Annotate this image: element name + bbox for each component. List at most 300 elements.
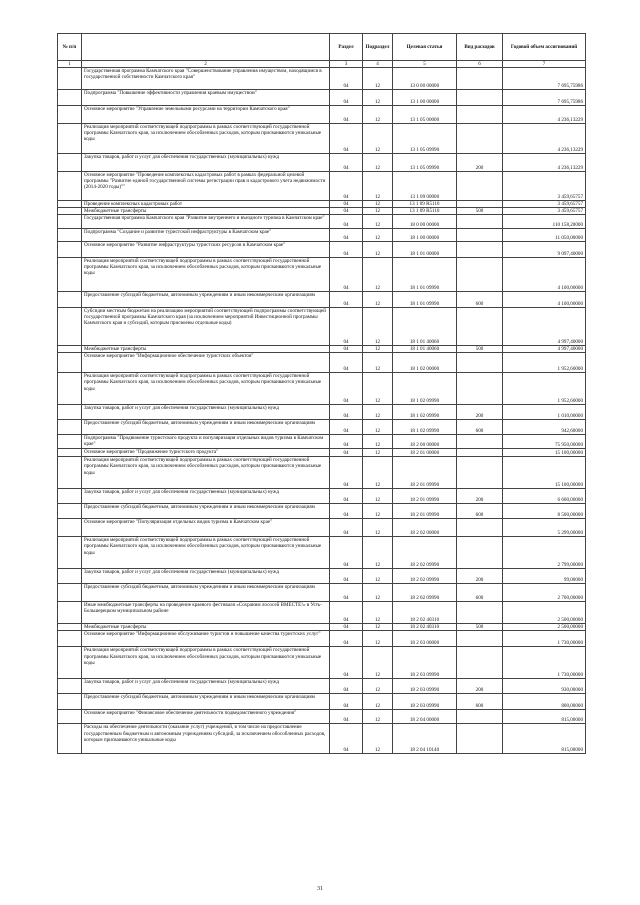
cell-subsection: 12	[363, 537, 393, 569]
table-row	[58, 154, 586, 172]
cell-subsection: 12	[363, 420, 393, 435]
table-row	[58, 724, 586, 754]
cell-target-item: 18 1 02 09990	[393, 405, 457, 420]
cell-target-item: 18 2 01 00000	[393, 449, 457, 457]
cell-section: 04	[330, 694, 363, 710]
cell-amount: 1 010,00000	[503, 405, 586, 420]
cell-amount: 7 695,75986	[503, 68, 586, 90]
cell-expense-type: 200	[457, 569, 503, 584]
cell-expense-type	[457, 647, 503, 679]
cell-subsection: 12	[363, 405, 393, 420]
cell-amount: 99,00000	[503, 569, 586, 584]
cell-subsection: 12	[363, 201, 393, 208]
cell-amount: 9 097,40000	[503, 242, 586, 258]
cell-section: 04	[330, 346, 363, 353]
cell-description: Межбюджетные трансферты	[82, 624, 330, 631]
cell-subsection: 12	[363, 154, 393, 172]
cell-section: 04	[330, 154, 363, 172]
cell-section: 04	[330, 624, 363, 631]
cell-section: 04	[330, 373, 363, 405]
cell-amount: 4 236,13229	[503, 154, 586, 172]
cell-section: 04	[330, 208, 363, 215]
cell-target-item: 18 2 01 09990	[393, 489, 457, 504]
cell-expense-type	[457, 449, 503, 457]
table-row	[58, 215, 586, 229]
cell-amount: 5 299,00000	[503, 519, 586, 537]
cell-subsection: 12	[363, 631, 393, 647]
table-row	[58, 292, 586, 308]
cell-section: 04	[330, 405, 363, 420]
cell-target-item: 18 2 03 09990	[393, 694, 457, 710]
cell-section: 04	[330, 308, 363, 346]
cell-amount: 7 695,75986	[503, 90, 586, 106]
cell-section: 04	[330, 602, 363, 624]
cell-target-item: 18 1 00 00000	[393, 229, 457, 242]
cell-subsection: 12	[363, 724, 393, 754]
cell-description: Реализация мероприятий соответствующей подпрограммы в рамках соответствующей государственной программы Камчатского края, за исключением обособленных расходов, которым присваиваются уникальные коды	[82, 373, 330, 405]
cell-target-item: 18 2 01 09990	[393, 504, 457, 519]
cell-subsection: 12	[363, 679, 393, 694]
table-header	[58, 34, 586, 61]
cell-amount: 1 952,60000	[503, 353, 586, 373]
column-index: 5	[393, 61, 457, 68]
cell-amount: 2 500,00000	[503, 602, 586, 624]
cell-subsection: 12	[363, 208, 393, 215]
cell-subsection: 12	[363, 694, 393, 710]
table-row	[58, 229, 586, 242]
cell-section: 04	[330, 68, 363, 90]
cell-target-item: 13 1 09 00000	[393, 172, 457, 201]
col-header-subsection: Подраздел	[363, 34, 393, 61]
cell-description: Закупка товаров, работ и услуг для обеспечения государственных (муниципальных) нужд	[82, 405, 330, 420]
cell-subsection: 12	[363, 489, 393, 504]
cell-number	[58, 154, 82, 172]
cell-description: Предоставление субсидий бюджетным, автономным учреждениям и иным некоммерческим организациям	[82, 420, 330, 435]
cell-description: Основное мероприятие "Информационное обеспечение туристских объектов"	[82, 353, 330, 373]
cell-target-item: 18 1 02 09990	[393, 420, 457, 435]
cell-description: Закупка товаров, работ и услуг для обеспечения государственных (муниципальных) нужд	[82, 489, 330, 504]
cell-description: Предоставление субсидий бюджетным, автономным учреждениям и иным некоммерческим организациям	[82, 504, 330, 519]
table-row	[58, 373, 586, 405]
cell-amount: 4 997,40000	[503, 308, 586, 346]
cell-number	[58, 710, 82, 724]
cell-number	[58, 201, 82, 208]
cell-target-item: 18 1 01 40060	[393, 346, 457, 353]
cell-number	[58, 647, 82, 679]
cell-number	[58, 229, 82, 242]
col-header-number: № п/п	[58, 34, 82, 61]
cell-target-item: 18 2 02 40310	[393, 602, 457, 624]
cell-section: 04	[330, 457, 363, 489]
cell-number	[58, 106, 82, 124]
cell-subsection: 12	[363, 242, 393, 258]
cell-target-item: 18 2 02 40310	[393, 624, 457, 631]
table-row	[58, 435, 586, 449]
table-row	[58, 172, 586, 201]
cell-amount: 75 950,00000	[503, 435, 586, 449]
table-row	[58, 258, 586, 292]
cell-section: 04	[330, 258, 363, 292]
cell-target-item: 13 1 09 R5110	[393, 208, 457, 215]
cell-amount: 1 730,00000	[503, 631, 586, 647]
cell-target-item: 18 1 01 09990	[393, 258, 457, 292]
cell-target-item: 18 2 02 09990	[393, 584, 457, 602]
table-row	[58, 308, 586, 346]
cell-number	[58, 215, 82, 229]
cell-section: 04	[330, 679, 363, 694]
cell-expense-type: 200	[457, 489, 503, 504]
cell-number	[58, 584, 82, 602]
cell-expense-type	[457, 124, 503, 154]
cell-description: Межбюджетные трансферты	[82, 346, 330, 353]
cell-subsection: 12	[363, 106, 393, 124]
cell-expense-type	[457, 258, 503, 292]
cell-description: Государственная программа Камчатского края "Совершенствование управления имуществом, находящимся в государственной собственности Камчатского края"	[82, 68, 330, 90]
cell-expense-type	[457, 229, 503, 242]
col-header-target-item: Целевая статья	[393, 34, 457, 61]
table-row	[58, 584, 586, 602]
cell-subsection: 12	[363, 569, 393, 584]
cell-section: 04	[330, 124, 363, 154]
cell-number	[58, 537, 82, 569]
cell-description: Основное мероприятие "Популяризация отдельных видов туризма в Камчатском крае"	[82, 519, 330, 537]
cell-target-item: 13 1 05 09990	[393, 124, 457, 154]
table-row	[58, 631, 586, 647]
table-row	[58, 569, 586, 584]
cell-description: Закупка товаров, работ и услуг для обеспечения государственных (муниципальных) нужд	[82, 569, 330, 584]
cell-section: 04	[330, 242, 363, 258]
cell-target-item: 18 2 03 00000	[393, 631, 457, 647]
cell-subsection: 12	[363, 449, 393, 457]
cell-description: Предоставление субсидий бюджетным, автономным учреждениям и иным некоммерческим организациям	[82, 694, 330, 710]
table-row	[58, 519, 586, 537]
cell-description: Предоставление субсидий бюджетным, автономным учреждениям и иным некоммерческим организациям	[82, 292, 330, 308]
cell-description: Подпрограмма "Продвижение туристского продукта и популяризация отдельных видов туризма в Камчатском крае"	[82, 435, 330, 449]
cell-description: Межбюджетные трансферты	[82, 208, 330, 215]
cell-expense-type: 200	[457, 679, 503, 694]
cell-section: 04	[330, 201, 363, 208]
cell-description: Основное мероприятие "Продвижение туристского продукта"	[82, 449, 330, 457]
cell-subsection: 12	[363, 435, 393, 449]
cell-section: 04	[330, 489, 363, 504]
cell-expense-type: 600	[457, 420, 503, 435]
cell-amount: 4 100,00000	[503, 292, 586, 308]
cell-target-item: 18 2 02 00000	[393, 519, 457, 537]
column-index: 7	[503, 61, 586, 68]
cell-subsection: 12	[363, 124, 393, 154]
cell-target-item: 13 0 00 00000	[393, 68, 457, 90]
cell-number	[58, 308, 82, 346]
cell-amount: 800,00000	[503, 694, 586, 710]
cell-description: Основное мероприятие "Развитие инфраструктуры туристских ресурсов в Камчатском крае"	[82, 242, 330, 258]
cell-subsection: 12	[363, 624, 393, 631]
cell-number	[58, 292, 82, 308]
cell-section: 04	[330, 519, 363, 537]
cell-target-item: 18 1 01 00000	[393, 242, 457, 258]
cell-section: 04	[330, 292, 363, 308]
cell-section: 04	[330, 710, 363, 724]
cell-subsection: 12	[363, 172, 393, 201]
table-row	[58, 624, 586, 631]
cell-amount: 1 730,00000	[503, 647, 586, 679]
cell-number	[58, 624, 82, 631]
table-row	[58, 90, 586, 106]
column-index: 4	[363, 61, 393, 68]
cell-target-item: 13 1 05 00000	[393, 106, 457, 124]
cell-description: Проведение комплексных кадастровых работ	[82, 201, 330, 208]
table-row	[58, 201, 586, 208]
page-number: 31	[317, 886, 323, 892]
cell-amount: 4 236,13229	[503, 124, 586, 154]
cell-amount: 815,00000	[503, 724, 586, 754]
cell-target-item: 18 2 03 09990	[393, 647, 457, 679]
cell-subsection: 12	[363, 710, 393, 724]
cell-amount: 4 236,13229	[503, 106, 586, 124]
cell-target-item: 18 2 02 09990	[393, 537, 457, 569]
cell-target-item: 18 2 00 00000	[393, 435, 457, 449]
cell-number	[58, 602, 82, 624]
cell-number	[58, 68, 82, 90]
col-header-description	[82, 34, 330, 61]
cell-expense-type	[457, 68, 503, 90]
cell-expense-type: 600	[457, 584, 503, 602]
cell-subsection: 12	[363, 258, 393, 292]
cell-amount: 8 500,00000	[503, 504, 586, 519]
cell-amount: 815,00000	[503, 710, 586, 724]
table-body	[58, 68, 586, 754]
cell-expense-type: 500	[457, 624, 503, 631]
cell-description: Основное мероприятие "Проведение комплексных кадастровых работ в рамках федеральной целевой программы "Развитие единой государственной системы регистрации прав и кадастрового учета недвижимости (2014-2020 годы)""	[82, 172, 330, 201]
cell-target-item: 18 0 00 00000	[393, 215, 457, 229]
table-row	[58, 489, 586, 504]
cell-target-item: 18 1 02 09990	[393, 373, 457, 405]
cell-amount: 2 799,00000	[503, 537, 586, 569]
cell-description: Расходы на обеспечение деятельности (оказание услуг) учреждений, в том числе на предоставление государственным бюджетным и автономным учреждениям субсидий, за исключением обособленных расходов, которым присваиваются уникальные коды	[82, 724, 330, 754]
cell-number	[58, 435, 82, 449]
cell-description: Закупка товаров, работ и услуг для обеспечения государственных (муниципальных) нужд	[82, 679, 330, 694]
cell-target-item: 18 1 02 00000	[393, 353, 457, 373]
cell-expense-type	[457, 106, 503, 124]
table-row	[58, 346, 586, 353]
cell-subsection: 12	[363, 308, 393, 346]
cell-description: Основное мероприятие "Финансовое обеспечение деятельности подведомственного учреждения"	[82, 710, 330, 724]
cell-expense-type	[457, 435, 503, 449]
cell-expense-type	[457, 457, 503, 489]
cell-amount: 942,60000	[503, 420, 586, 435]
cell-expense-type	[457, 631, 503, 647]
cell-target-item: 13 1 09 R5110	[393, 201, 457, 208]
col-header-annual-amount: Годовой объем ассигнований	[503, 34, 586, 61]
cell-section: 04	[330, 106, 363, 124]
cell-description: Основное мероприятие "Информационное обслуживание туристов и повышение качества туристских услуг"	[82, 631, 330, 647]
cell-amount: 6 600,00000	[503, 489, 586, 504]
cell-description: Реализация мероприятий соответствующей подпрограммы в рамках соответствующей государственной программы Камчатского края, за исключением обособленных расходов, которым присваиваются уникальные коды	[82, 457, 330, 489]
cell-amount: 15 100,00000	[503, 449, 586, 457]
cell-target-item: 18 2 02 09990	[393, 569, 457, 584]
cell-amount: 930,00000	[503, 679, 586, 694]
cell-section: 04	[330, 647, 363, 679]
cell-description: Государственная программа Камчатского края "Развитие внутреннего и въездного туризма в Камчатском крае"	[82, 215, 330, 229]
cell-number	[58, 420, 82, 435]
table-row	[58, 694, 586, 710]
cell-target-item: 13 1 00 00000	[393, 90, 457, 106]
cell-expense-type	[457, 724, 503, 754]
table-row	[58, 449, 586, 457]
cell-subsection: 12	[363, 229, 393, 242]
table-row	[58, 420, 586, 435]
cell-subsection: 12	[363, 68, 393, 90]
cell-amount: 2 500,00000	[503, 624, 586, 631]
cell-expense-type	[457, 710, 503, 724]
column-index: 3	[330, 61, 363, 68]
col-header-section: Раздел	[330, 34, 363, 61]
cell-number	[58, 124, 82, 154]
column-index: 2	[82, 61, 330, 68]
table-row	[58, 106, 586, 124]
cell-description: Подпрограмма "Повышение эффективности управления краевым имуществом"	[82, 90, 330, 106]
cell-section: 04	[330, 631, 363, 647]
cell-subsection: 12	[363, 504, 393, 519]
cell-subsection: 12	[363, 353, 393, 373]
table-row	[58, 68, 586, 90]
cell-target-item: 18 2 01 09990	[393, 457, 457, 489]
cell-description: Предоставление субсидий бюджетным, автономным учреждениям и иным некоммерческим организациям	[82, 584, 330, 602]
cell-section: 04	[330, 584, 363, 602]
cell-number	[58, 504, 82, 519]
table-row	[58, 457, 586, 489]
cell-section: 04	[330, 724, 363, 754]
cell-number	[58, 90, 82, 106]
cell-expense-type	[457, 353, 503, 373]
budget-table	[57, 33, 586, 754]
cell-number	[58, 405, 82, 420]
table-row	[58, 679, 586, 694]
table-row	[58, 647, 586, 679]
cell-number	[58, 258, 82, 292]
cell-expense-type	[457, 537, 503, 569]
cell-description: Основное мероприятие "Управление земельными ресурсами на территории Камчатского края"	[82, 106, 330, 124]
cell-target-item: 18 1 01 09990	[393, 292, 457, 308]
cell-expense-type	[457, 373, 503, 405]
cell-section: 04	[330, 537, 363, 569]
cell-number	[58, 457, 82, 489]
cell-section: 04	[330, 353, 363, 373]
cell-expense-type	[457, 90, 503, 106]
cell-number	[58, 353, 82, 373]
cell-number	[58, 208, 82, 215]
cell-amount: 4 997,40000	[503, 346, 586, 353]
cell-description: Подпрограмма "Создание и развитие туристской инфраструктуры в Камчатском крае"	[82, 229, 330, 242]
col-header-expense-type: Вид расходов	[457, 34, 503, 61]
cell-subsection: 12	[363, 647, 393, 679]
cell-expense-type	[457, 215, 503, 229]
column-index-row	[58, 61, 586, 68]
cell-amount: 110 158,20000	[503, 215, 586, 229]
cell-expense-type	[457, 242, 503, 258]
cell-description: Реализация мероприятий соответствующей подпрограммы в рамках соответствующей государственной программы Камчатского края, за исключением обособленных расходов, которым присваиваются уникальные коды	[82, 537, 330, 569]
cell-description: Реализация мероприятий соответствующей подпрограммы в рамках соответствующей государственной программы Камчатского края, за исключением обособленных расходов, которым присваиваются уникальные коды	[82, 124, 330, 154]
cell-expense-type: 200	[457, 405, 503, 420]
table-row	[58, 602, 586, 624]
cell-expense-type	[457, 308, 503, 346]
column-index: 1	[58, 61, 82, 68]
cell-number	[58, 519, 82, 537]
cell-number	[58, 172, 82, 201]
cell-expense-type	[457, 602, 503, 624]
cell-number	[58, 569, 82, 584]
cell-amount: 3 459,65757	[503, 201, 586, 208]
budget-sheet	[57, 33, 585, 754]
cell-expense-type: 600	[457, 694, 503, 710]
cell-number	[58, 679, 82, 694]
cell-subsection: 12	[363, 292, 393, 308]
table-row	[58, 353, 586, 373]
cell-section: 04	[330, 420, 363, 435]
table-row	[58, 537, 586, 569]
cell-number	[58, 373, 82, 405]
cell-description: Закупка товаров, работ и услуг для обеспечения государственных (муниципальных) нужд	[82, 154, 330, 172]
cell-number	[58, 724, 82, 754]
cell-target-item: 18 2 04 00000	[393, 710, 457, 724]
cell-description: Реализация мероприятий соответствующей подпрограммы в рамках соответствующей государственной программы Камчатского края, за исключением обособленных расходов, которым присваиваются уникальные коды	[82, 647, 330, 679]
cell-section: 04	[330, 449, 363, 457]
table-row	[58, 710, 586, 724]
cell-amount: 4 100,00000	[503, 258, 586, 292]
cell-section: 04	[330, 504, 363, 519]
cell-number	[58, 242, 82, 258]
table-row	[58, 124, 586, 154]
table-row	[58, 208, 586, 215]
cell-target-item: 13 1 05 09990	[393, 154, 457, 172]
cell-target-item: 18 2 03 09990	[393, 679, 457, 694]
cell-description: Иные межбюджетные трансферты на проведение краевого фестиваля «Сохраним лососей ВМЕСТЕ!» в Усть-Большерецком муниципальном районе	[82, 602, 330, 624]
cell-subsection: 12	[363, 584, 393, 602]
cell-amount: 1 952,60000	[503, 373, 586, 405]
cell-subsection: 12	[363, 346, 393, 353]
cell-subsection: 12	[363, 215, 393, 229]
cell-section: 04	[330, 90, 363, 106]
cell-section: 04	[330, 435, 363, 449]
cell-subsection: 12	[363, 457, 393, 489]
cell-amount: 11 050,00000	[503, 229, 586, 242]
cell-number	[58, 449, 82, 457]
cell-expense-type: 600	[457, 504, 503, 519]
cell-expense-type	[457, 201, 503, 208]
cell-target-item: 18 1 01 40060	[393, 308, 457, 346]
cell-amount: 2 700,00000	[503, 584, 586, 602]
cell-description: Реализация мероприятий соответствующей подпрограммы в рамках соответствующей государственной программы Камчатского края, за исключением обособленных расходов, которым присваиваются уникальные коды	[82, 258, 330, 292]
cell-expense-type: 600	[457, 292, 503, 308]
cell-description: Субсидии местным бюджетам на реализацию мероприятий соответствующей подпрограммы соответствующей государственной программы Камчатского края (за исключением мероприятий Инвестиционной программы Камчатского края и субсидий, которым присвоены отдельные коды)	[82, 308, 330, 346]
cell-amount: 3 459,65757	[503, 208, 586, 215]
cell-subsection: 12	[363, 373, 393, 405]
cell-expense-type	[457, 172, 503, 201]
column-index: 6	[457, 61, 503, 68]
cell-amount: 15 100,00000	[503, 457, 586, 489]
cell-subsection: 12	[363, 602, 393, 624]
cell-number	[58, 694, 82, 710]
cell-subsection: 12	[363, 90, 393, 106]
cell-target-item: 18 2 04 10140	[393, 724, 457, 754]
cell-section: 04	[330, 229, 363, 242]
cell-section: 04	[330, 172, 363, 201]
cell-section: 04	[330, 215, 363, 229]
cell-number	[58, 631, 82, 647]
cell-number	[58, 489, 82, 504]
cell-expense-type	[457, 519, 503, 537]
cell-expense-type: 500	[457, 208, 503, 215]
cell-expense-type: 500	[457, 346, 503, 353]
